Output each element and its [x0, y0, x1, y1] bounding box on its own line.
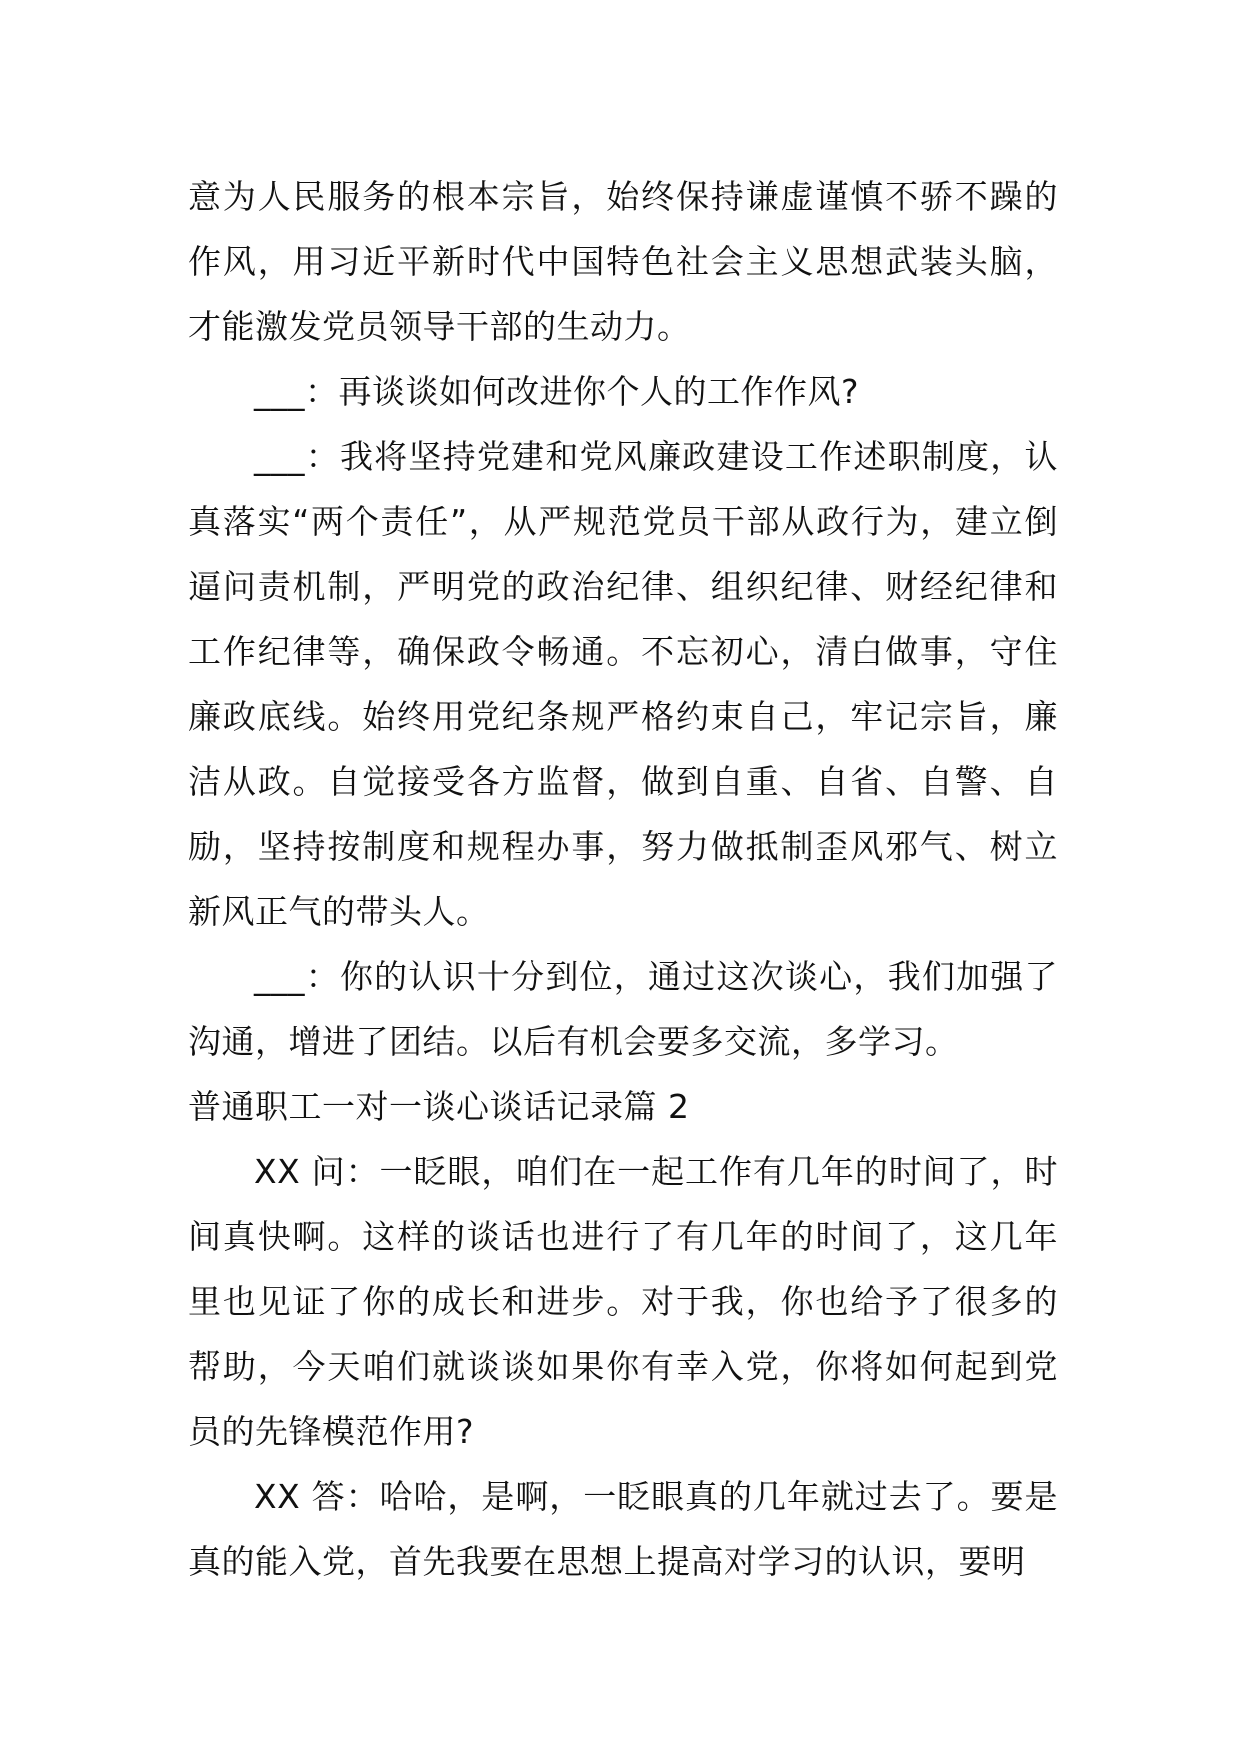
paragraph-continuation: 意为人民服务的根本宗旨，始终保持谦虚谨慎不骄不躁的作风，用习近平新时代中国特色社会主义思想武装头脑，才能激发党员领导干部的生动力。 — [188, 177, 1058, 346]
section-heading: 普通职工一对一谈心谈话记录篇 2 — [188, 1087, 690, 1126]
paragraph-answer-work-style: ___：我将坚持党建和党风廉政建设工作述职制度，认真落实“两个责任”，从严规范党员干部从政行为，建立倒逼问责机制，严明党的政治纪律、组织纪律、财经纪律和工作纪律等，确保政令畅通。不忘初心，清白做事，守住廉政底线。始终用党纪条规严格约束自己，牢记宗旨，廉洁从政。自觉接受各方监督，做到自重、自省、自警、自励，坚持按制度和规程办事，努力做抵制歪风邪气、树立新风正气的带头人。 — [188, 437, 1058, 931]
paragraph-question-work-style: ___：再谈谈如何改进你个人的工作作风? — [254, 372, 860, 411]
document-body — [188, 164, 1058, 1594]
paragraph-xx-question: XX 问：一眨眼，咱们在一起工作有几年的时间了，时间真快啊。这样的谈话也进行了有几年的时间了，这几年里也见证了你的成长和进步。对于我，你也给予了很多的帮助，今天咱们就谈谈如果你有幸入党，你将如何起到党员的先锋模范作用? — [188, 1152, 1058, 1451]
paragraph-closing-remark: ___：你的认识十分到位，通过这次谈心，我们加强了沟通，增进了团结。以后有机会要多交流，多学习。 — [188, 957, 1058, 1061]
paragraph-xx-answer: XX 答：哈哈，是啊，一眨眼真的几年就过去了。要是真的能入党，首先我要在思想上提高对学习的认识，要明 — [188, 1477, 1058, 1581]
